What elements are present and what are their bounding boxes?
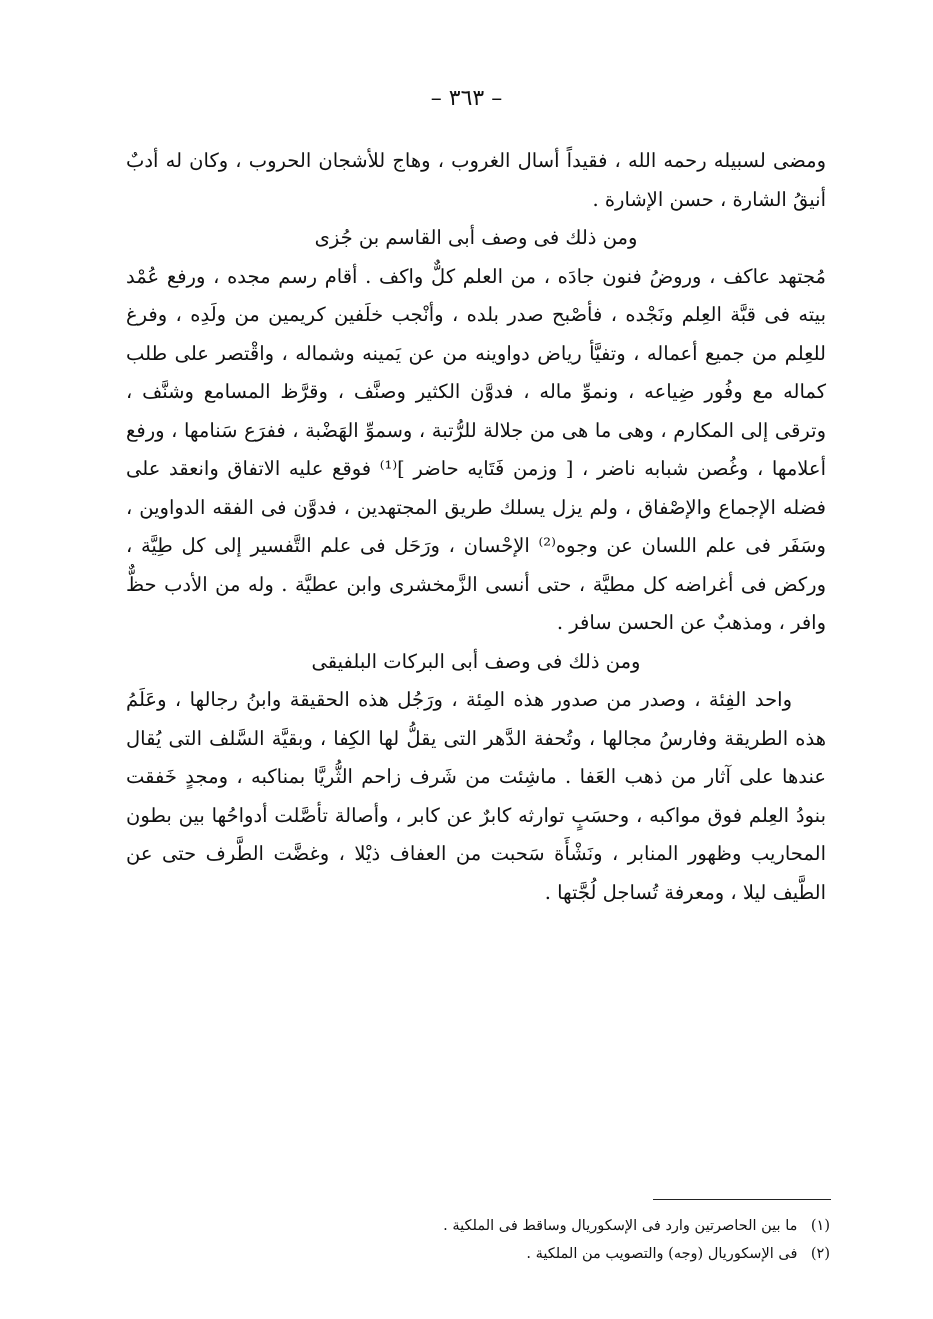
footnote-1-number: (١) bbox=[810, 1218, 830, 1234]
paragraph-balfiqi: واحد الفِئة ، وصدر من صدور هذه المِئة ، ورَجُل هذه الحقيقة وابنُ رجالها ، وعَلَمُ هذه الطريقة وفارسُ مجالها ، وتُحفة الدَّهر التى يقلُّ لها الكِفا ، وبقيَّة السَّلف التى يُقال عندها على آثار من ذهب العَفا . ماشِئت من شَرف زاحم الثُّريَّا بمناكبه ، ومجدٍ خَفقت بنودُ العِلم فوق مواكبه ، وحسَبٍ توارثه كابرٌ عن كابر ، وأصالة تأصَّلت أدواحُها بين بطون المحاريب وظهور المنابر ، ونَشْأَة سَحبت من العفاف ذيْلا ، وغضَّت الطَّرف حتى عن الطَّيف ليلا ، ومعرفة تُساجل لُجَّتها . bbox=[126, 688, 826, 904]
page-number: – ٣٦٣ – bbox=[430, 86, 503, 111]
paragraph-ibn-juzay: مُجتهد عاكف ، وروضُ فنون جادَه ، من العلم كلٌّ واكف . أقام رسم مجده ، ورفع عُمْد بيته فى قبَّة العِلم ونَجْده ، فأصْبح صدر بلده ، وأنْجب خلَفين كريمين من ولَدِه ، وفرغ للعِلم من جميع أعماله ، وتفيَّأ رياض دواوينه من عن يَمينه وشماله ، واقْتصر على طلب كماله مع وفُور ضِياعه ، ونموِّ ماله ، فدوَّن الكثير وصنَّف ، وقرَّظ المسامع وشنَّف ، وترقى إلى المكارم ، وهى ما هى من جلالة للرُّتبة ، وسموِّ الهَضْبة ، ففرَع سَنامها ، ورفع أعلامها ، وغُصن شبابه ناضر ، [ وزمن فَتَايه حاضر ]⁽¹⁾ فوقع عليه الاتفاق وانعقد على فضله الإجماع والإصْفاق ، ولم يزل يسلك طريق المجتهدين ، فدوَّن فى الفقه الدواوين ، وسَفَر فى علم اللسان عن وجوه⁽²⁾ الإحْسان ، ورَحَل فى علم التَّفسير إلى كل طِيَّة ، وركض فى أغراضه كل مطيَّة ، حتى أنسى الزَّمخشرى وابن عطيَّة . وله من الأدب حظٌّ وافر ، ومذهبٌ عن الحسن سافر . bbox=[126, 264, 826, 634]
footnote-2-text: فى الإسكوريال (وجه) والتصويب من الملكية . bbox=[526, 1246, 798, 1262]
section-heading-ibn-juzay: ومن ذلك فى وصف أبى القاسم بن جُزى bbox=[314, 226, 638, 249]
footnotes bbox=[300, 1212, 830, 1268]
footnote-2 bbox=[300, 1240, 830, 1268]
footnote-2-number: (٢) bbox=[810, 1246, 830, 1262]
paragraph-opening: ومضى لسبيله رحمه الله ، فقيداً أسال الغروب ، وهاج للأشجان الحروب ، وكان له أدبٌ أنيقُ الشارة ، حسن الإشارة . bbox=[126, 149, 826, 211]
body-text bbox=[126, 142, 826, 912]
section-heading-balfiqi: ومن ذلك فى وصف أبى البركات البلفيقى bbox=[311, 649, 641, 673]
footnote-1-text: ما بين الحاصرتين وارد فى الإسكوريال وساقط فى الملكية . bbox=[443, 1218, 798, 1234]
footnote-1 bbox=[300, 1212, 830, 1240]
footnote-divider bbox=[653, 1199, 831, 1200]
